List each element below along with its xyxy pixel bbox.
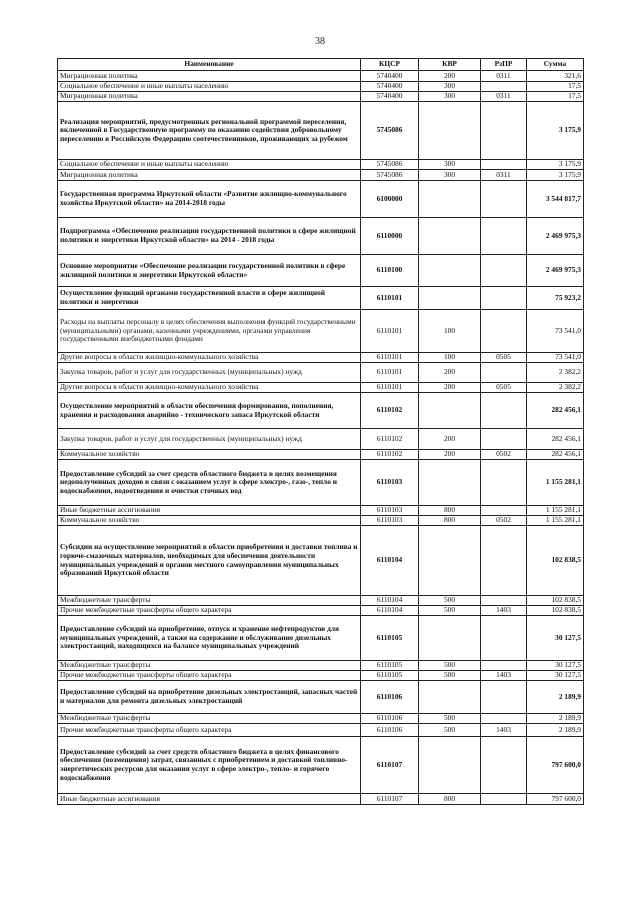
cell-sum: 30 127,5 xyxy=(527,661,584,671)
cell-code: 6110101 xyxy=(361,287,419,310)
table-row xyxy=(58,160,584,170)
header-rzpr: РзПР xyxy=(481,59,527,71)
cell-code: 5745086 xyxy=(361,102,419,160)
cell-rzpr xyxy=(481,82,527,92)
cell-kvr: 500 xyxy=(419,714,481,724)
cell-code: 5740400 xyxy=(361,71,419,82)
cell-name: Осуществление функций органами государственной власти в сфере жилищной политики и энергетики xyxy=(58,287,361,310)
table-row xyxy=(58,506,584,516)
cell-name: Миграционная политика xyxy=(58,170,361,181)
cell-name: Коммунальное хозяйство xyxy=(58,450,361,460)
cell-rzpr xyxy=(481,681,527,714)
cell-rzpr xyxy=(481,616,527,661)
cell-kvr xyxy=(419,737,481,794)
cell-rzpr: 0311 xyxy=(481,71,527,82)
cell-rzpr xyxy=(481,737,527,794)
table-row xyxy=(58,218,584,255)
table-row xyxy=(58,255,584,287)
cell-kvr xyxy=(419,218,481,255)
cell-sum: 3 175,9 xyxy=(527,102,584,160)
cell-sum: 75 923,2 xyxy=(527,287,584,310)
cell-kvr xyxy=(419,526,481,596)
cell-name: Осуществление мероприятий в области обеспечения формирования, пополнения, хранения и расходования аварийно - технического запаса Иркутской области xyxy=(58,393,361,429)
cell-rzpr: 0505 xyxy=(481,353,527,363)
cell-code: 6110103 xyxy=(361,516,419,526)
cell-rzpr xyxy=(481,181,527,218)
cell-sum: 321,6 xyxy=(527,71,584,82)
cell-sum: 1 155 281,1 xyxy=(527,460,584,506)
cell-kvr: 300 xyxy=(419,92,481,102)
cell-code: 5740400 xyxy=(361,92,419,102)
table-row xyxy=(58,82,584,92)
cell-code: 6110105 xyxy=(361,616,419,661)
header-kvr: КВР xyxy=(419,59,481,71)
cell-code: 5745086 xyxy=(361,160,419,170)
cell-kvr: 500 xyxy=(419,661,481,671)
cell-code: 6110104 xyxy=(361,606,419,616)
cell-code: 6110105 xyxy=(361,661,419,671)
table-row xyxy=(58,661,584,671)
cell-name: Межбюджетные трансферты xyxy=(58,661,361,671)
cell-kvr: 100 xyxy=(419,310,481,353)
table-row xyxy=(58,714,584,724)
table-row xyxy=(58,596,584,606)
cell-rzpr xyxy=(481,506,527,516)
cell-code: 6110106 xyxy=(361,724,419,737)
cell-sum: 3 544 817,7 xyxy=(527,181,584,218)
table-row xyxy=(58,616,584,661)
cell-code: 6110101 xyxy=(361,310,419,353)
cell-name: Прочие межбюджетные трансферты общего характера xyxy=(58,724,361,737)
cell-name: Государственная программа Иркутской области «Развитие жилищно-коммунального хозяйства Иркутской области» на 2014-2018 годы xyxy=(58,181,361,218)
cell-sum: 17,5 xyxy=(527,82,584,92)
cell-sum: 17,5 xyxy=(527,92,584,102)
cell-name: Другие вопросы в области жилищно-коммунального хозяйства xyxy=(58,353,361,363)
cell-kvr: 300 xyxy=(419,82,481,92)
cell-name: Социальное обеспечение и иные выплаты населению xyxy=(58,82,361,92)
cell-sum: 102 838,5 xyxy=(527,526,584,596)
cell-kvr: 100 xyxy=(419,353,481,363)
cell-name: Предоставление субсидий за счет средств областного бюджета в целях возмещения недополученных доходов в связи с оказанием услуг в сфере электро-, газо-, тепло и водоснабжения, водоотведения и очистки сточных вод xyxy=(58,460,361,506)
table-row xyxy=(58,287,584,310)
table-row xyxy=(58,606,584,616)
table-row xyxy=(58,516,584,526)
cell-sum: 282 456,1 xyxy=(527,450,584,460)
cell-rzpr xyxy=(481,794,527,805)
cell-rzpr xyxy=(481,714,527,724)
cell-kvr: 800 xyxy=(419,794,481,805)
cell-code: 6110000 xyxy=(361,218,419,255)
cell-name: Прочие межбюджетные трансферты общего характера xyxy=(58,671,361,681)
table-row xyxy=(58,429,584,450)
cell-name: Основное мероприятие «Обеспечение реализации государственной политики в сфере жилищной политики и энергетики Иркутской области» xyxy=(58,255,361,287)
cell-sum: 73 541,0 xyxy=(527,353,584,363)
cell-kvr: 200 xyxy=(419,450,481,460)
cell-name: Социальное обеспечение и иные выплаты населению xyxy=(58,160,361,170)
cell-code: 5740400 xyxy=(361,82,419,92)
cell-name: Подпрограмма «Обеспечение реализации государственной политики в сфере жилищной политики и энергетики Иркутской области» на 2014 - 2018 годы xyxy=(58,218,361,255)
cell-name: Субсидии на осуществление мероприятий в области приобретения и доставки топлива и горюче-смазочных материалов, необходимых для обеспечения деятельности муниципальных учреждений и органов местного самоуправления муниципальных образований Иркутской области xyxy=(58,526,361,596)
cell-name: Миграционная политика xyxy=(58,92,361,102)
cell-name: Реализация мероприятий, предусмотренных региональной программой переселения, включенной в Государственную программу по оказанию содействия добровольному переселению в Российскую Федерацию соотечественников, проживающих за рубежом xyxy=(58,102,361,160)
cell-code: 6110107 xyxy=(361,794,419,805)
header-sum: Сумма xyxy=(527,59,584,71)
table-row xyxy=(58,181,584,218)
cell-kvr: 200 xyxy=(419,71,481,82)
cell-kvr xyxy=(419,102,481,160)
cell-rzpr: 1403 xyxy=(481,671,527,681)
table-body xyxy=(58,71,584,805)
cell-sum: 2 382,2 xyxy=(527,383,584,393)
table-row xyxy=(58,450,584,460)
cell-rzpr: 0311 xyxy=(481,170,527,181)
cell-name: Закупка товаров, работ и услуг для государственных (муниципальных) нужд xyxy=(58,363,361,383)
budget-table xyxy=(57,58,584,805)
cell-code: 6100000 xyxy=(361,181,419,218)
table-row xyxy=(58,681,584,714)
cell-name: Иные бюджетные ассигнования xyxy=(58,506,361,516)
cell-code: 6110101 xyxy=(361,353,419,363)
cell-code: 6110103 xyxy=(361,506,419,516)
cell-name: Закупка товаров, работ и услуг для государственных (муниципальных) нужд xyxy=(58,429,361,450)
cell-code: 6110107 xyxy=(361,737,419,794)
cell-kvr: 200 xyxy=(419,363,481,383)
cell-code: 6110101 xyxy=(361,383,419,393)
cell-rzpr xyxy=(481,218,527,255)
cell-rzpr: 1403 xyxy=(481,724,527,737)
cell-rzpr xyxy=(481,393,527,429)
cell-code: 6110101 xyxy=(361,363,419,383)
cell-rzpr xyxy=(481,596,527,606)
cell-kvr xyxy=(419,181,481,218)
cell-sum: 102 838,5 xyxy=(527,596,584,606)
cell-kvr xyxy=(419,393,481,429)
cell-kvr: 300 xyxy=(419,170,481,181)
cell-name: Межбюджетные трансферты xyxy=(58,714,361,724)
cell-kvr xyxy=(419,681,481,714)
table-row xyxy=(58,71,584,82)
cell-code: 6110102 xyxy=(361,429,419,450)
cell-code: 5745086 xyxy=(361,170,419,181)
table-row xyxy=(58,526,584,596)
cell-kvr xyxy=(419,287,481,310)
table-row xyxy=(58,102,584,160)
cell-kvr: 300 xyxy=(419,160,481,170)
cell-rzpr xyxy=(481,255,527,287)
table-row xyxy=(58,310,584,353)
cell-name: Межбюджетные трансферты xyxy=(58,596,361,606)
cell-sum: 2 382,2 xyxy=(527,363,584,383)
cell-rzpr: 0502 xyxy=(481,516,527,526)
cell-rzpr xyxy=(481,160,527,170)
cell-sum: 3 175,9 xyxy=(527,170,584,181)
cell-code: 6110102 xyxy=(361,450,419,460)
table-row xyxy=(58,671,584,681)
cell-rzpr xyxy=(481,429,527,450)
table-row xyxy=(58,794,584,805)
cell-name: Иные бюджетные ассигнования xyxy=(58,794,361,805)
cell-code: 6110104 xyxy=(361,526,419,596)
table-row xyxy=(58,383,584,393)
cell-kvr: 500 xyxy=(419,724,481,737)
table-row xyxy=(58,92,584,102)
cell-sum: 73 541,0 xyxy=(527,310,584,353)
cell-code: 6110106 xyxy=(361,714,419,724)
cell-kvr: 200 xyxy=(419,383,481,393)
cell-rzpr xyxy=(481,526,527,596)
cell-name: Миграционная политика xyxy=(58,71,361,82)
cell-code: 6110104 xyxy=(361,596,419,606)
cell-kvr: 500 xyxy=(419,606,481,616)
cell-sum: 797 600,0 xyxy=(527,794,584,805)
cell-name: Предоставление субсидий на приобретение дизельных электростанций, запасных частей и материалов для ремонта дизельных электростанций xyxy=(58,681,361,714)
cell-kvr xyxy=(419,616,481,661)
cell-rzpr xyxy=(481,310,527,353)
cell-name: Другие вопросы в области жилищно-коммунального хозяйства xyxy=(58,383,361,393)
cell-sum: 2 189,9 xyxy=(527,714,584,724)
cell-rzpr: 0502 xyxy=(481,450,527,460)
page-number: 38 xyxy=(315,36,325,47)
table-row xyxy=(58,170,584,181)
table-row xyxy=(58,724,584,737)
table-row xyxy=(58,737,584,794)
cell-kvr xyxy=(419,255,481,287)
cell-sum: 2 189,9 xyxy=(527,681,584,714)
cell-code: 6110105 xyxy=(361,671,419,681)
cell-kvr: 500 xyxy=(419,596,481,606)
cell-name: Предоставление субсидий за счет средств областного бюджета в целях финансового обеспечения (возмещения) затрат, связанных с приобретением и доставкой топливно-энергетических ресурсов для оказания услуг в сфере электро-, тепло- и горячего водоснабжения xyxy=(58,737,361,794)
cell-code: 6110103 xyxy=(361,460,419,506)
table-row xyxy=(58,363,584,383)
cell-rzpr xyxy=(481,460,527,506)
cell-name: Расходы на выплаты персоналу в целях обеспечения выполнения функций государственными (муниципальными) органами, казенными учреждениями, органами управления государственными внебюджетными фондами xyxy=(58,310,361,353)
cell-sum: 2 189,9 xyxy=(527,724,584,737)
table-row xyxy=(58,353,584,363)
cell-kvr: 500 xyxy=(419,671,481,681)
table-row xyxy=(58,393,584,429)
cell-sum: 1 155 281,1 xyxy=(527,516,584,526)
cell-name: Предоставление субсидий на приобретение, отпуск и хранение нефтепродуктов для муниципальных учреждений, а также на содержание и обслуживание дизельных электростанций, находящихся на балансе муниципальных учреждений xyxy=(58,616,361,661)
cell-rzpr: 0505 xyxy=(481,383,527,393)
cell-code: 6110100 xyxy=(361,255,419,287)
cell-rzpr xyxy=(481,102,527,160)
cell-name: Прочие межбюджетные трансферты общего характера xyxy=(58,606,361,616)
cell-kvr: 200 xyxy=(419,429,481,450)
cell-sum: 797 600,0 xyxy=(527,737,584,794)
cell-sum: 102 838,5 xyxy=(527,606,584,616)
table-row xyxy=(58,460,584,506)
cell-rzpr xyxy=(481,287,527,310)
cell-name: Коммунальное хозяйство xyxy=(58,516,361,526)
cell-sum: 3 175,9 xyxy=(527,160,584,170)
cell-kvr: 800 xyxy=(419,516,481,526)
header-name: Наименование xyxy=(58,59,361,71)
header-code: КЦСР xyxy=(361,59,419,71)
cell-rzpr xyxy=(481,363,527,383)
cell-sum: 282 456,1 xyxy=(527,429,584,450)
cell-sum: 30 127,5 xyxy=(527,671,584,681)
cell-rzpr: 0311 xyxy=(481,92,527,102)
cell-sum: 2 469 975,3 xyxy=(527,218,584,255)
table-header-row xyxy=(58,59,584,71)
cell-sum: 282 456,1 xyxy=(527,393,584,429)
cell-sum: 30 127,5 xyxy=(527,616,584,661)
cell-sum: 1 155 281,1 xyxy=(527,506,584,516)
cell-code: 6110102 xyxy=(361,393,419,429)
cell-rzpr xyxy=(481,661,527,671)
cell-rzpr: 1403 xyxy=(481,606,527,616)
cell-code: 6110106 xyxy=(361,681,419,714)
cell-kvr xyxy=(419,460,481,506)
cell-sum: 2 469 975,3 xyxy=(527,255,584,287)
cell-kvr: 800 xyxy=(419,506,481,516)
